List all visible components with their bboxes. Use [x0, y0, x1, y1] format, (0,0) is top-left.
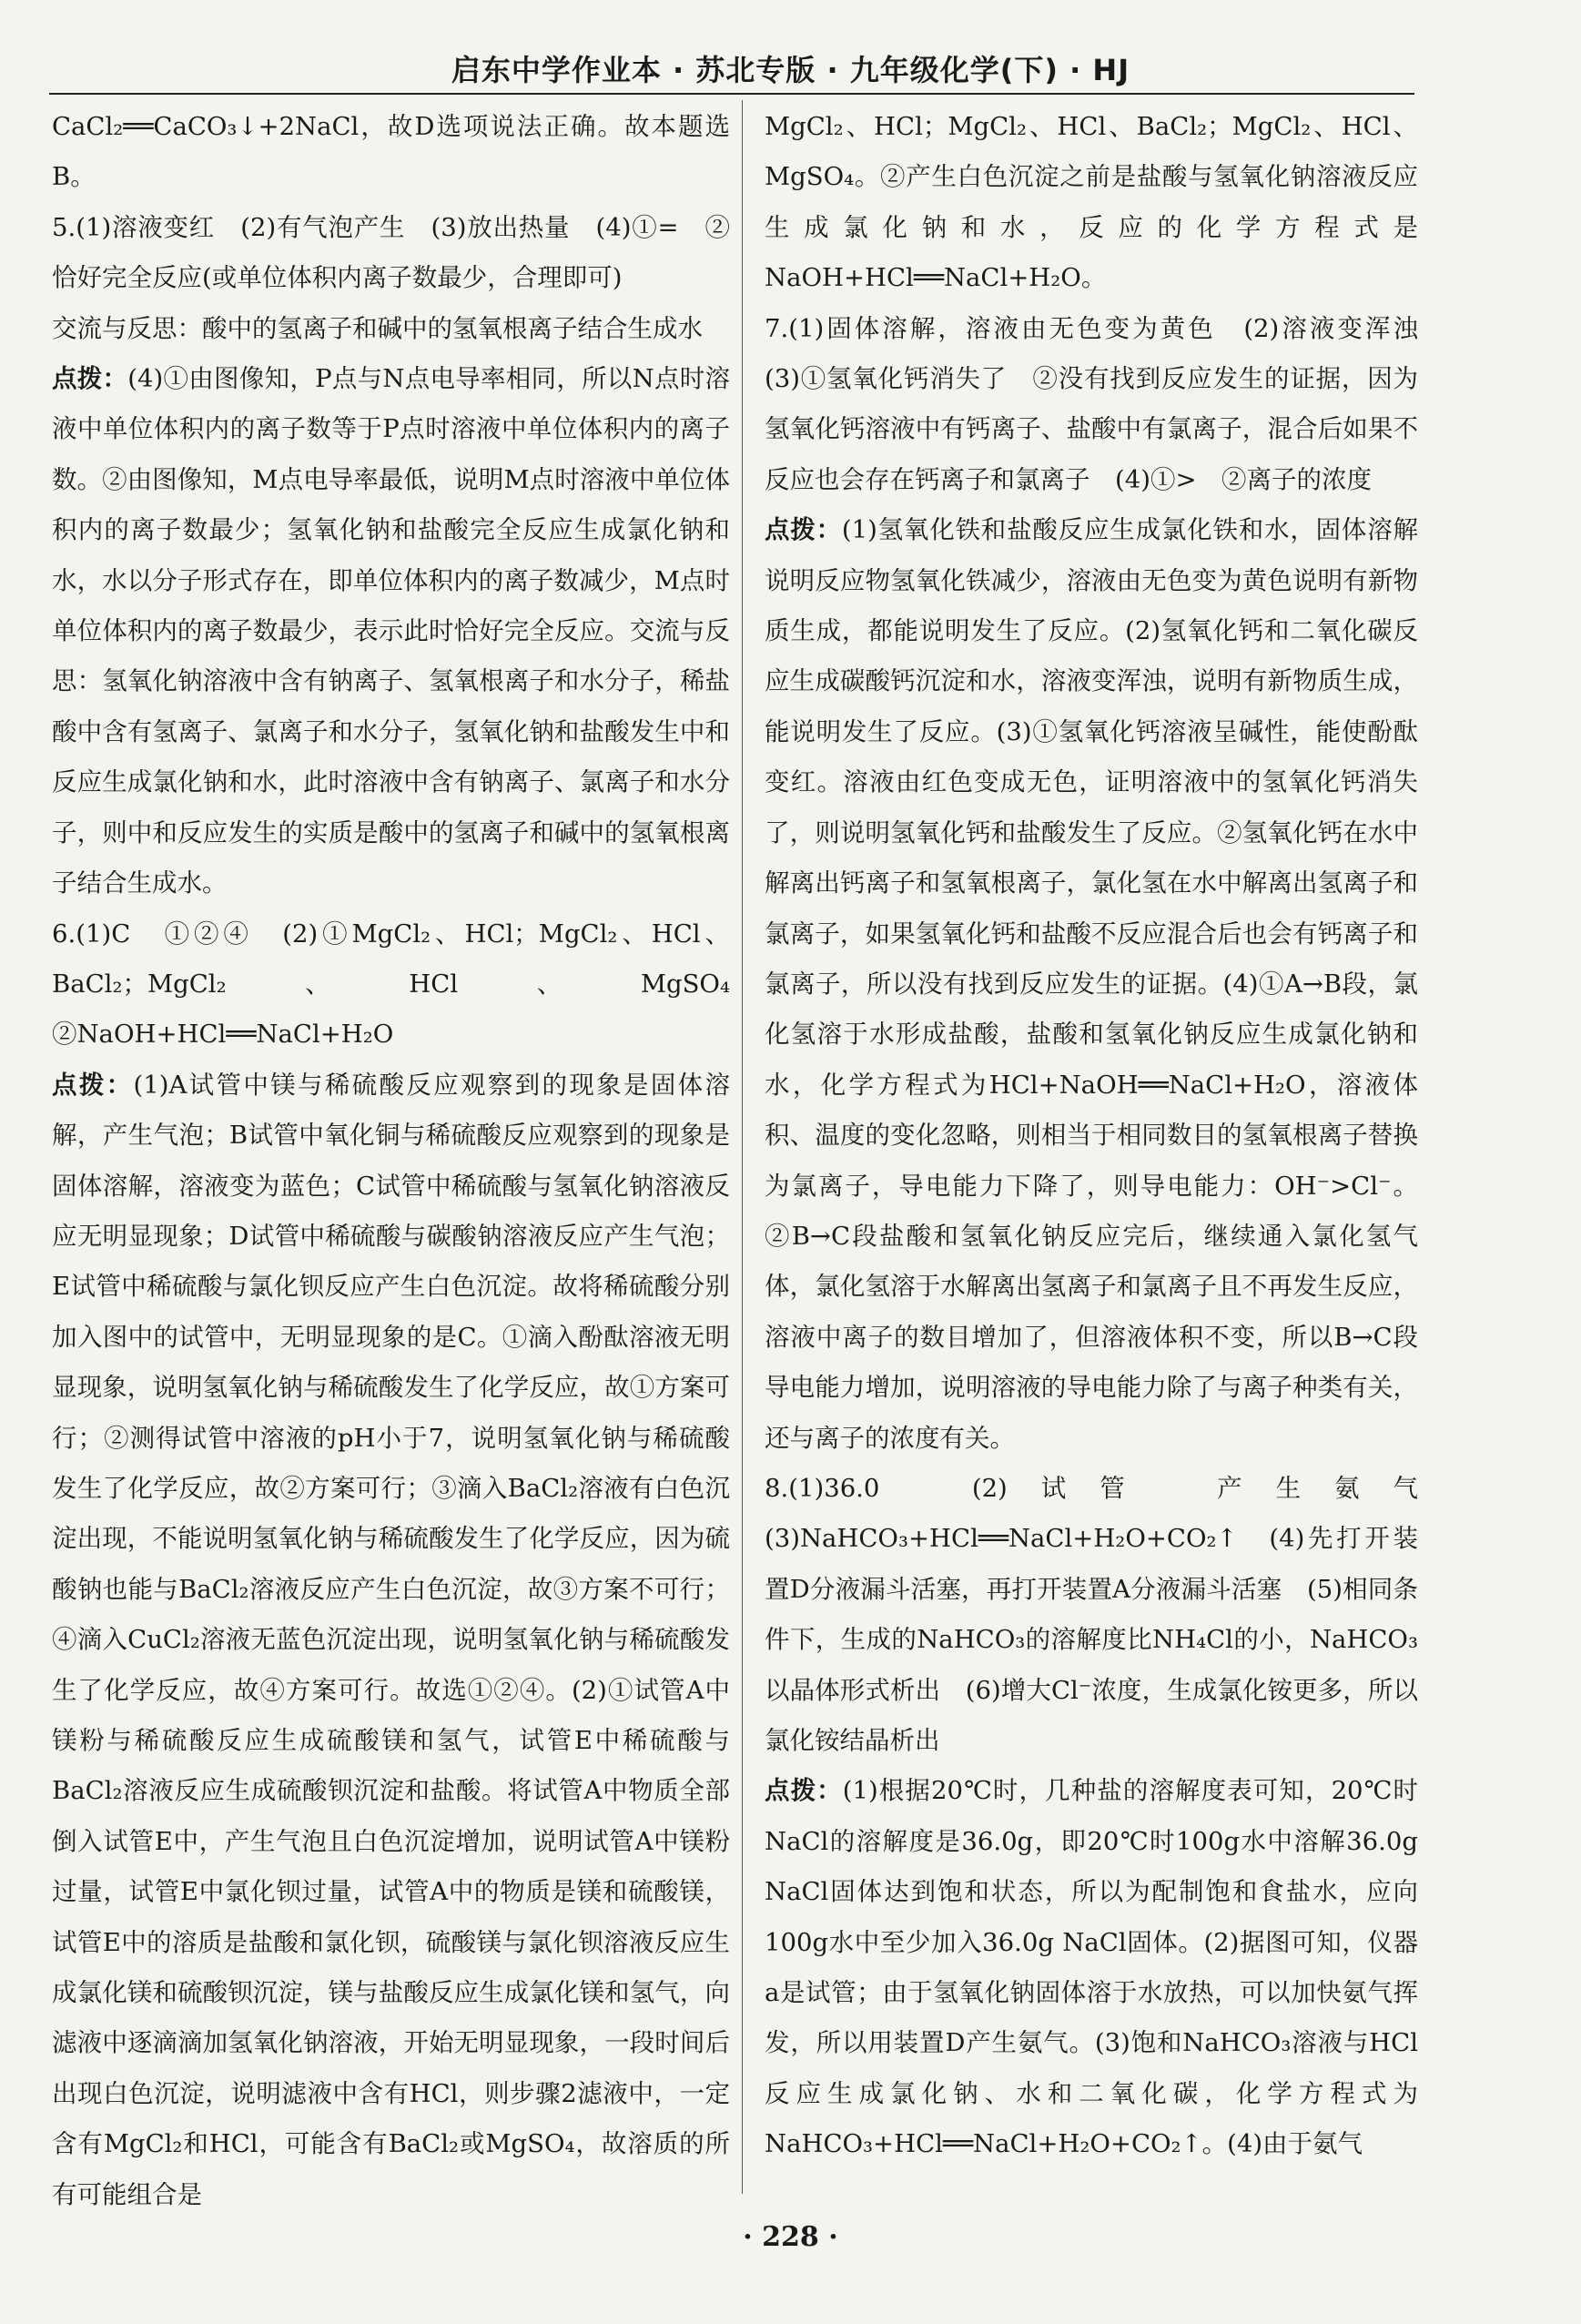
- header-rule: [49, 93, 1414, 95]
- tip-text: (4)①由图像知，P点与N点电导率相同，所以N点时溶液中单位体积内的离子数等于P点时溶液中单位体积内的离子数。②由图像知，M点电导率最低，说明M点时溶液中单位体积内的离子数最少；氢氧化钠和盐酸完全反应生成氯化钠和水，水以分子形式存在，即单位体积内的离子数减少，M点时单位体积内的离子数最少，表示此时恰好完全反应。交流与反思：氢氧化钠溶液中含有钠离子、氢氧根离子和水分子，稀盐酸中含有氢离子、氯离子和水分子，氢氧化钠和盐酸发生中和反应生成氯化钠和水，此时溶液中含有钠离子、氯离子和水分子，则中和反应发生的实质是酸中的氢离子和碱中的氢氧根离子结合生成水。: [52, 364, 730, 898]
- paragraph: 交流与反思：酸中的氢离子和碱中的氢氧根离子结合生成水: [52, 313, 703, 343]
- tip-label: 点拨：: [765, 515, 842, 545]
- paragraph: MgCl₂、HCl；MgCl₂、HCl、BaCl₂；MgCl₂、HCl、MgSO₄。②产生白色沉淀之前是盐酸与氢氧化钠溶液反应生成氯化钠和水，反应的化学方程式是NaOH+HCl══NaCl+H₂O。: [765, 112, 1418, 293]
- tip-paragraph: [52, 1061, 730, 2220]
- tip-label: 点拨：: [765, 1776, 843, 1806]
- tip-paragraph: [765, 505, 1418, 1464]
- left-column: [52, 102, 755, 2220]
- paragraph: CaCl₂══CaCO₃↓+2NaCl，故D选项说法正确。故本题选B。: [52, 112, 730, 192]
- answer-5: 5.(1)溶液变红 (2)有气泡产生 (3)放出热量 (4)①= ②恰好完全反应(或单位体积内离子数最少，合理即可): [52, 212, 730, 293]
- tip-text: (1)氢氧化铁和盐酸反应生成氯化铁和水，固体溶解说明反应物氢氧化铁减少，溶液由无色变为黄色说明有新物质生成，都能说明发生了反应。(2)氢氧化钙和二氧化碳反应生成碳酸钙沉淀和水，溶液变浑浊，说明有新物质生成，能说明发生了反应。(3)①氢氧化钙溶液呈碱性，能使酚酞变红。溶液由红色变成无色，证明溶液中的氢氧化钙消失了，则说明氢氧化钙和盐酸发生了反应。②氢氧化钙在水中解离出钙离子和氢氧根离子，氯化氢在水中解离出氢离子和氯离子，如果氢氧化钙和盐酸不反应混合后也会有钙离子和氯离子，所以没有找到反应发生的证据。(4)①A→B段，氯化氢溶于水形成盐酸，盐酸和氢氧化钠反应生成氯化钠和水，化学方程式为HCl+NaOH══NaCl+H₂O，溶液体积、温度的变化忽略，则相当于相同数目的氢氧根离子替换为氯离子，导电能力下降了，则导电能力：OH⁻>Cl⁻。②B→C段盐酸和氢氧化钠反应完后，继续通入氯化氢气体，氯化氢溶于水解离出氢离子和氯离子且不再发生反应，溶液中离子的数目增加了，但溶液体积不变，所以B→C段导电能力增加，说明溶液的导电能力除了与离子种类有关，还与离子的浓度有关。: [765, 515, 1419, 1453]
- tip-label: 点拨：: [52, 1070, 134, 1100]
- tip-text: (1)A试管中镁与稀硫酸反应观察到的现象是固体溶解，产生气泡；B试管中氧化铜与稀硫酸反应观察到的现象是固体溶解，溶液变为蓝色；C试管中稀硫酸与氢氧化钠溶液反应无明显现象；D试管中稀硫酸与碳酸钠溶液反应产生气泡；E试管中稀硫酸与氯化钡反应产生白色沉淀。故将稀硫酸分别加入图中的试管中，无明显现象的是C。①滴入酚酞溶液无明显现象，说明氢氧化钠与稀硫酸发生了化学反应，故①方案可行；②测得试管中溶液的pH小于7，说明氢氧化钠与稀硫酸发生了化学反应，故②方案可行；③滴入BaCl₂溶液有白色沉淀出现，不能说明氢氧化钠与稀硫酸发生了化学反应，因为硫酸钠也能与BaCl₂溶液反应产生白色沉淀，故③方案不可行；④滴入CuCl₂溶液无蓝色沉淀出现，说明氢氧化钠与稀硫酸发生了化学反应，故④方案可行。故选①②④。(2)①试管A中镁粉与稀硫酸反应生成硫酸镁和氢气，试管E中稀硫酸与BaCl₂溶液反应生成硫酸钡沉淀和盐酸。将试管A中物质全部倒入试管E中，产生气泡且白色沉淀增加，说明试管A中镁粉过量，试管E中氯化钡过量，试管A中的物质是镁和硫酸镁，试管E中的溶质是盐酸和氯化钡，硫酸镁与氯化钡溶液反应生成氯化镁和硫酸钡沉淀，镁与盐酸反应生成氯化镁和氢气，向滤液中逐滴滴加氢氧化钠溶液，开始无明显现象，一段时间后出现白色沉淀，说明滤液中含有HCl，则步骤2滤液中，一定含有MgCl₂和HCl，可能含有BaCl₂或MgSO₄，故溶质的所有可能组合是: [52, 1070, 731, 2209]
- tip-text: (1)根据20℃时，几种盐的溶解度表可知，20℃时NaCl的溶解度是36.0g，即20℃时100g水中溶解36.0g NaCl固体达到饱和状态，所以为配制饱和食盐水，应向100g水中至少加入36.0g NaCl固体。(2)据图可知，仪器a是试管；由于氢氧化钠固体溶于水放热，可以加快氨气挥发，所以用装置D产生氨气。(3)饱和NaHCO₃溶液与HCl反应生成氯化钠、水和二氧化碳，化学方程式为NaHCO₃+HCl══NaCl+H₂O+CO₂↑。(4)由于氨气: [765, 1776, 1418, 2159]
- right-column: [765, 102, 1444, 2170]
- page-number: · 228 ·: [743, 2221, 838, 2253]
- answer-6: 6.(1)C ①②④ (2)①MgCl₂、HCl；MgCl₂、HCl、BaCl₂；MgCl₂、HCl、MgSO₄ ②NaOH+HCl══NaCl+H₂O: [52, 918, 755, 1050]
- tip-label: 点拨：: [52, 364, 128, 394]
- tip-paragraph: [765, 1766, 1418, 2169]
- answer-7: 7.(1)固体溶解，溶液由无色变为黄色 (2)溶液变浑浊 (3)①氢氧化钙消失了 ②没有找到反应发生的证据，因为氢氧化钙溶液中有钙离子、盐酸中有氯离子，混合后如果不反应也会存在钙离子和氯离子 (4)①> ②离子的浓度: [765, 313, 1444, 494]
- column-divider: [742, 100, 743, 2194]
- tip-paragraph: [52, 354, 730, 908]
- answer-8: 8.(1)36.0 (2)试管 产生氨气 (3)NaHCO₃+HCl══NaCl+H₂O+CO₂↑ (4)先打开装置D分液漏斗活塞，再打开装置A分液漏斗活塞 (5)相同条件下，生成的NaHCO₃的溶解度比NH₄Cl的小，NaHCO₃以晶体形式析出 (6)增大Cl⁻浓度，生成氯化铵更多，所以氯化铵结晶析出: [765, 1473, 1444, 1755]
- page-header: 启东中学作业本 · 苏北专版 · 九年级化学(下) · HJ: [451, 53, 1130, 87]
